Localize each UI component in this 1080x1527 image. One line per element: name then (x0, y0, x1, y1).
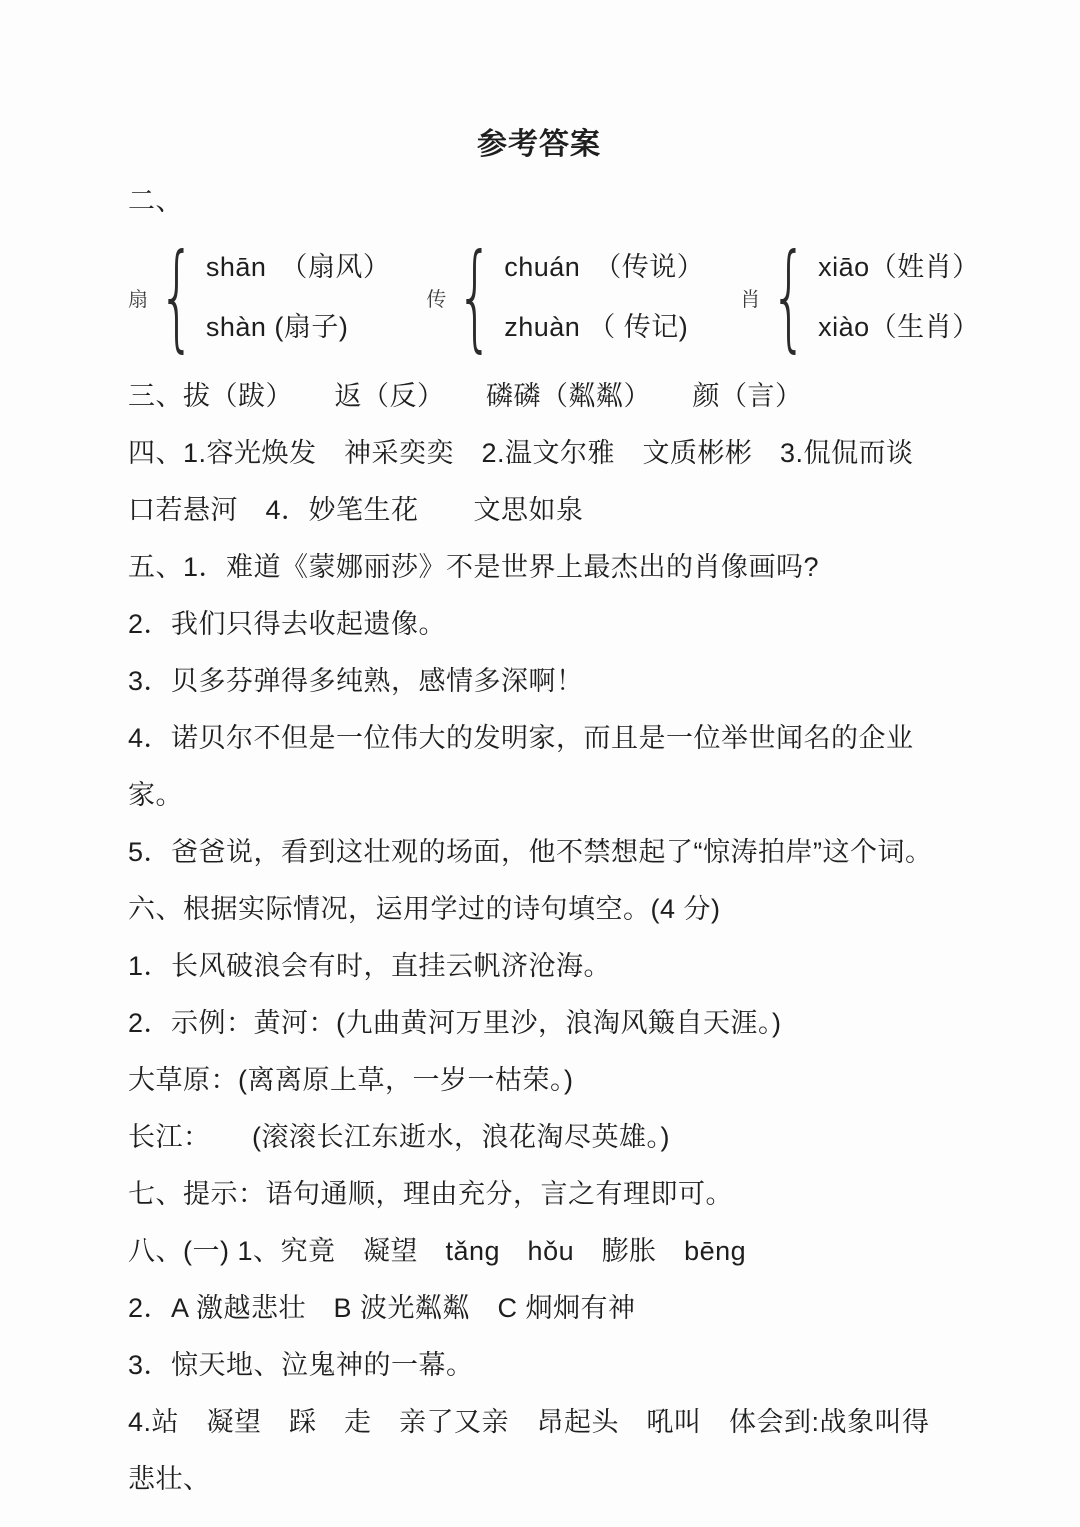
pinyin-option-top: shān （扇风） (205, 252, 391, 283)
answer-line-section6-grassland: 大草原：(离离原上草，一岁一枯荣。) (128, 1065, 574, 1095)
answer-line-section5-q2: 2．我们只得去收起遗像。 (128, 609, 447, 639)
hanzi-char-xiao: 肖 (740, 288, 761, 311)
section-two-label: 二、 (128, 186, 183, 216)
pinyin-options (206, 251, 391, 343)
answer-line-section6-yangtze: 长江： (滚滚长江东逝水，浪花淘尽英雄。) (128, 1122, 670, 1152)
pinyin-options (504, 251, 704, 343)
answer-line-section5-q3: 3．贝多芬弹得多纯熟，感情多深啊！ (128, 666, 584, 696)
answer-line-section8-q1: 八、(一) 1、究竟 凝望 tǎng hǒu 膨胀 bēng (128, 1236, 747, 1266)
answer-line-section7: 七、提示：语句通顺，理由充分，言之有理即可。 (128, 1179, 733, 1209)
pinyin-bracket-row (128, 229, 980, 364)
pinyin-group-xiao (740, 229, 980, 364)
pinyin-group-shan (128, 229, 391, 364)
brace-icon: { (456, 229, 494, 364)
answer-line-section6-q2: 2．示例：黄河：(九曲黄河万里沙，浪淘风簸自天涯。) (128, 1008, 782, 1038)
hanzi-char-shan: 扇 (128, 288, 148, 311)
answer-line-section8-q2: 2．A 激越悲壮 B 波光粼粼 C 炯炯有神 (128, 1293, 636, 1323)
pinyin-option-bottom: xiào（生肖） (818, 311, 980, 342)
answer-line-section8-q4: 4.站 凝望 踩 走 亲了又亲 昂起头 吼叫 体会到:战象叫得悲壮、 (128, 1407, 930, 1494)
page-title: 参考答案 (477, 128, 601, 161)
answer-line-section6-header: 六、根据实际情况，运用学过的诗句填空。(4 分) (128, 894, 721, 924)
pinyin-option-top: chuán （传说） (504, 252, 705, 283)
pinyin-group-chuan (426, 229, 705, 364)
pinyin-options (818, 251, 980, 343)
answer-line-section8-q3: 3．惊天地、泣鬼神的一幕。 (128, 1350, 474, 1380)
brace-icon: { (770, 229, 808, 364)
pinyin-option-bottom: shàn (扇子) (205, 311, 349, 342)
brace-icon: { (158, 229, 196, 364)
pinyin-option-bottom: zhuàn （ 传记) (504, 311, 689, 342)
answer-line-section5-q1: 五、1．难道《蒙娜丽莎》不是世界上最杰出的肖像画吗? (128, 552, 820, 582)
answer-line-section5-q4: 4．诺贝尔不但是一位伟大的发明家，而且是一位举世闻名的企业家。 (128, 723, 914, 810)
pinyin-option-top: xiāo（姓肖） (818, 252, 980, 283)
answer-line-section6-q1: 1．长风破浪会有时，直挂云帆济沧海。 (128, 951, 612, 981)
answer-line-section3: 三、拔（跋） 返（反） 磷磷（粼粼） 颜（言） (128, 381, 803, 411)
answer-line-section4: 四、1.容光焕发 神采奕奕 2.温文尔雅 文质彬彬 3.侃侃而谈 口若悬河 4．妙笔生花 文思如泉 (128, 438, 969, 525)
hanzi-char-chuan: 传 (426, 288, 447, 311)
answer-line-section5-q5: 5．爸爸说，看到这壮观的场面，他不禁想起了“惊涛拍岸”这个词。 (128, 837, 933, 867)
